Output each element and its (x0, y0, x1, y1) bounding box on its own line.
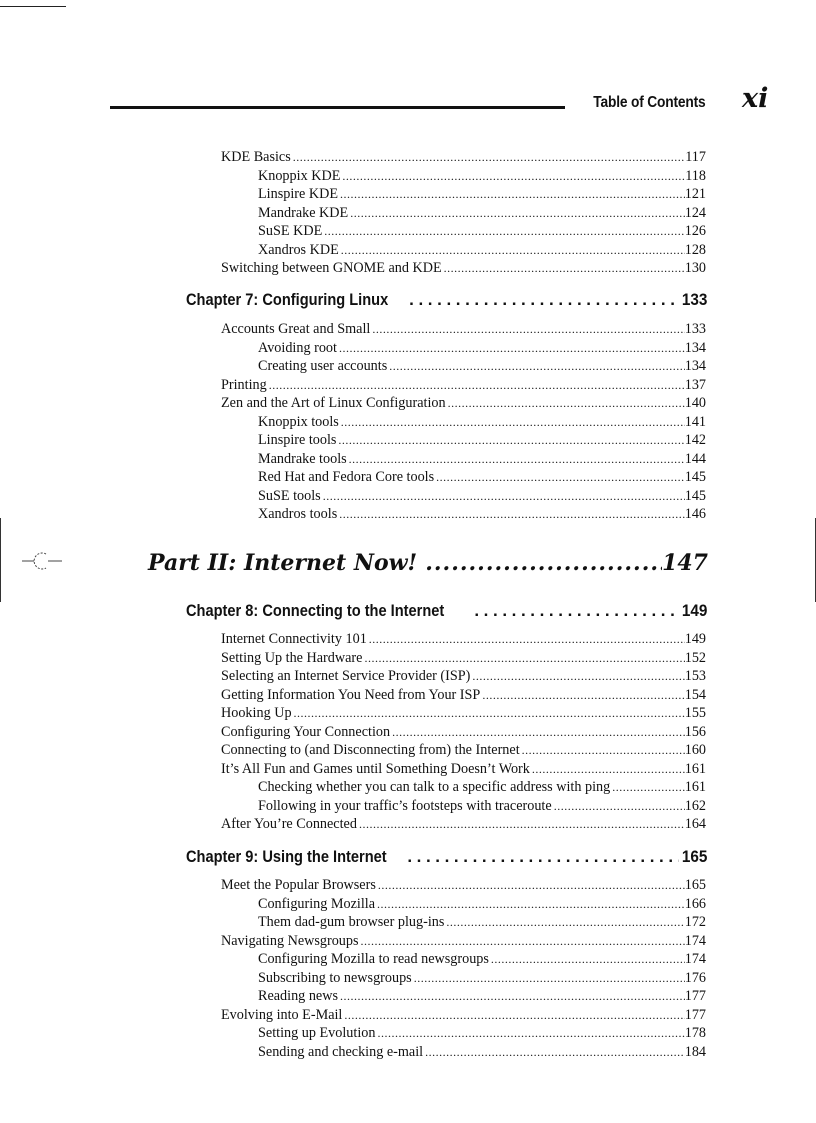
toc-subentry[interactable]: Red Hat and Fedora Core tools ..... 145 (258, 468, 706, 486)
toc-entry[interactable]: Hooking Up ..... 155 (221, 704, 706, 722)
toc-subentry[interactable]: Following in your traffic’s footsteps with traceroute ..... 162 (258, 797, 706, 815)
registration-mark-icon (22, 546, 62, 576)
toc-entry[interactable]: Zen and the Art of Linux Configuration ..... 140 (221, 394, 706, 412)
toc-subentry[interactable]: Knoppix KDE ..... 118 (258, 167, 706, 185)
toc-entry[interactable]: Getting Information You Need from Your ISP ..... 154 (221, 686, 706, 704)
part-heading[interactable]: Part II: Internet Now! ..... 147 (148, 550, 708, 584)
chapter-heading[interactable]: Chapter 8: Connecting to the Internet ..... 149 (186, 601, 707, 623)
toc-entry[interactable]: KDE Basics ..... 117 (221, 148, 706, 166)
running-head (110, 88, 706, 112)
running-title: Table of Contents (593, 94, 706, 111)
toc-entry[interactable]: Printing ..... 137 (221, 376, 706, 394)
crop-mark-top (0, 6, 66, 7)
toc-subentry[interactable]: Configuring Mozilla to read newsgroups ..... 174 (258, 950, 706, 968)
toc-entry[interactable]: Internet Connectivity 101 ..... 149 (221, 630, 706, 648)
toc-subentry[interactable]: Mandrake tools ..... 144 (258, 450, 706, 468)
toc-entry[interactable]: Evolving into E-Mail ..... 177 (221, 1006, 706, 1024)
crop-mark-left (0, 518, 1, 602)
toc-subentry[interactable]: Linspire tools ..... 142 (258, 431, 706, 449)
toc-subentry[interactable]: Knoppix tools ..... 141 (258, 413, 706, 431)
toc-entry[interactable]: Switching between GNOME and KDE ..... 130 (221, 259, 706, 277)
toc-entry[interactable]: Selecting an Internet Service Provider (ISP) ..... 153 (221, 667, 706, 685)
toc-subentry[interactable]: Mandrake KDE ..... 124 (258, 204, 706, 222)
toc-subentry[interactable]: SuSE KDE ..... 126 (258, 222, 706, 240)
toc-subentry[interactable]: Linspire KDE ..... 121 (258, 185, 706, 203)
toc-subentry[interactable]: SuSE tools ..... 145 (258, 487, 706, 505)
page-folio: xi (742, 83, 769, 114)
toc-entry[interactable]: Connecting to (and Disconnecting from) the Internet ..... 160 (221, 741, 706, 759)
toc-subentry[interactable]: Them dad-gum browser plug-ins ..... 172 (258, 913, 706, 931)
toc-entry[interactable]: It’s All Fun and Games until Something Doesn’t Work ..... 161 (221, 760, 706, 778)
chapter-heading[interactable]: Chapter 9: Using the Internet ..... 165 (186, 847, 707, 869)
toc-subentry[interactable]: Checking whether you can talk to a specific address with ping ..... 161 (258, 778, 706, 796)
toc-subentry[interactable]: Sending and checking e-mail ..... 184 (258, 1043, 706, 1061)
chapter-heading[interactable]: Chapter 7: Configuring Linux ..... 133 (186, 290, 707, 312)
header-rule (110, 106, 565, 109)
toc-subentry[interactable]: Configuring Mozilla ..... 166 (258, 895, 706, 913)
toc-subentry[interactable]: Setting up Evolution ..... 178 (258, 1024, 706, 1042)
toc-subentry[interactable]: Avoiding root ..... 134 (258, 339, 706, 357)
toc-entry[interactable]: Configuring Your Connection ..... 156 (221, 723, 706, 741)
toc-subentry[interactable]: Xandros KDE ..... 128 (258, 241, 706, 259)
toc-subentry[interactable]: Creating user accounts ..... 134 (258, 357, 706, 375)
toc-entry[interactable]: Setting Up the Hardware ..... 152 (221, 649, 706, 667)
toc-entry[interactable]: After You’re Connected ..... 164 (221, 815, 706, 833)
toc-entry[interactable]: Accounts Great and Small ..... 133 (221, 320, 706, 338)
toc-subentry[interactable]: Reading news ..... 177 (258, 987, 706, 1005)
toc-subentry[interactable]: Subscribing to newsgroups ..... 176 (258, 969, 706, 987)
toc-entry[interactable]: Meet the Popular Browsers ..... 165 (221, 876, 706, 894)
toc-entry[interactable]: Navigating Newsgroups ..... 174 (221, 932, 706, 950)
toc-subentry[interactable]: Xandros tools ..... 146 (258, 505, 706, 523)
